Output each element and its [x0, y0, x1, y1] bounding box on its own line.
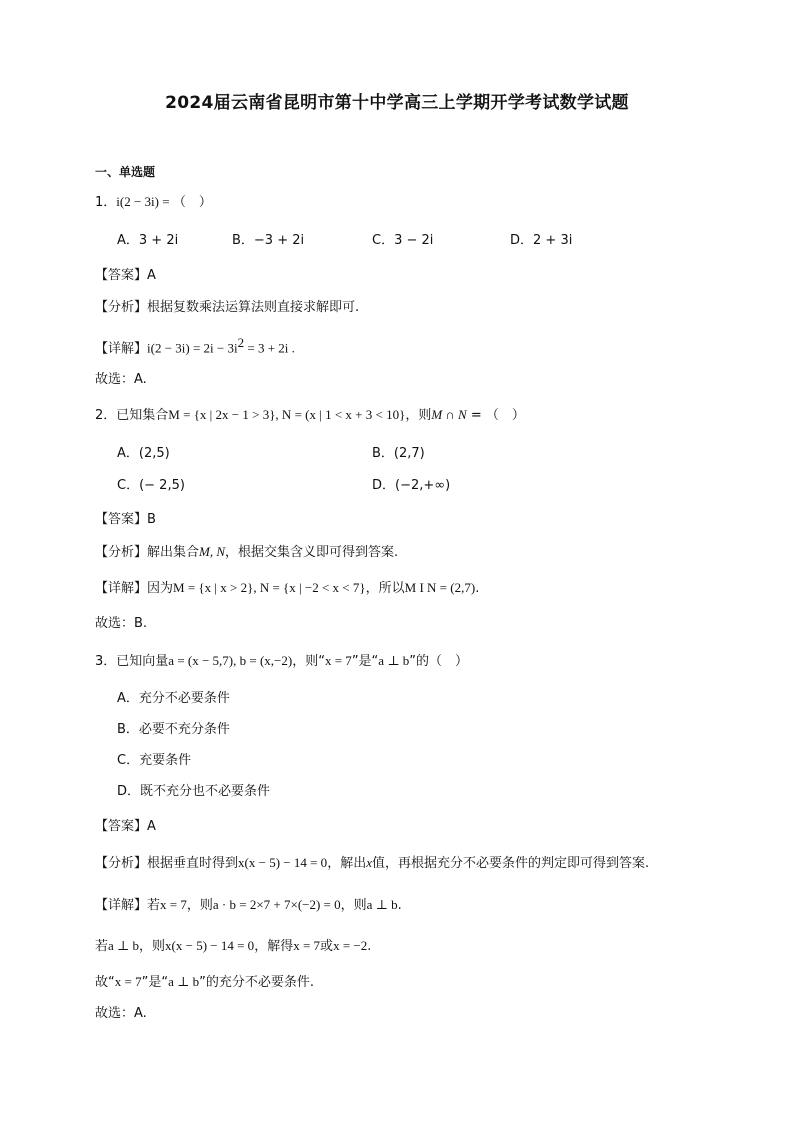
page-title: 2024届云南省昆明市第十中学高三上学期开学考试数学试题	[165, 93, 629, 113]
detail-expr-end: = 3 + 2i .	[244, 340, 295, 356]
question-text: i(2 − 3i) = （ ）	[116, 194, 212, 209]
question-number: 2．	[95, 408, 117, 423]
stem-text: ，则“	[292, 654, 325, 669]
analysis-tag: 【分析】	[95, 300, 148, 315]
q3-detail	[95, 895, 402, 916]
detail-math: x = −2	[333, 938, 368, 953]
section-heading: 一、单选题	[95, 165, 156, 179]
q2-option-a: A．(2,5)	[117, 446, 170, 461]
q3-option-b: B．必要不充分条件	[117, 722, 230, 737]
q3-option-a: A．充分不必要条件	[117, 691, 230, 706]
q3-analysis	[95, 853, 649, 874]
question-3-stem	[95, 651, 468, 672]
detail-math: a ⊥ b	[168, 974, 200, 989]
detail-math: M = {x | x > 2}, N = {x | −2 < x < 7}	[173, 580, 366, 595]
stem-math: a ⊥ b	[378, 653, 410, 668]
answer-value: A	[147, 819, 156, 834]
q1-answer	[95, 266, 156, 286]
q2-option-d: D．(−2,+∞)	[372, 478, 451, 493]
stem-text: = （ ）	[466, 408, 525, 423]
question-2-stem	[95, 405, 525, 426]
stem-text: ”是“	[351, 654, 379, 669]
q1-detail	[95, 333, 295, 359]
analysis-text: ，解出	[327, 856, 367, 871]
detail-tag: 【详解】	[95, 898, 148, 913]
detail-exponent: 2	[237, 335, 245, 350]
answer-tag: 【答案】	[95, 819, 148, 834]
stem-math: x = 7	[324, 653, 352, 668]
q3-option-d: D．既不充分也不必要条件	[117, 784, 271, 799]
stem-text: ”的（ ）	[409, 654, 469, 669]
analysis-text: 值，再根据充分不必要条件的判定即可得到答案.	[371, 856, 650, 871]
q3-option-c: C．充要条件	[117, 753, 192, 768]
detail-math: a ⊥ b	[366, 897, 398, 912]
detail-text: ”的充分不必要条件.	[199, 975, 314, 990]
detail-text: .	[397, 898, 402, 913]
analysis-tag: 【分析】	[95, 545, 148, 560]
detail-math: x = 7	[293, 938, 321, 953]
analysis-text: 解出集合	[147, 545, 200, 560]
detail-text: ，则	[340, 898, 367, 913]
q3-detail-line-3	[95, 972, 314, 993]
detail-text: ”是“	[141, 975, 169, 990]
detail-text: ，则	[139, 939, 166, 954]
q3-detail-line-2	[95, 936, 371, 957]
answer-tag: 【答案】	[95, 512, 148, 527]
detail-expr: i(2 − 3i) = 2i − 3i	[147, 340, 238, 356]
q2-choose: 故选：B.	[95, 616, 148, 631]
detail-text: 因为	[147, 581, 174, 596]
detail-text: ，则	[186, 898, 213, 913]
detail-math: a · b = 2×7 + 7×(−2) = 0	[212, 897, 341, 912]
q1-option-a: A．3 + 2i	[117, 233, 179, 248]
question-number: 3．	[95, 654, 117, 669]
detail-math: a ⊥ b	[108, 938, 140, 953]
detail-text: 或	[320, 939, 334, 954]
stem-text: ，则	[405, 408, 432, 423]
detail-math: x(x − 5) − 14 = 0	[165, 938, 255, 953]
stem-text: 已知向量	[116, 654, 169, 669]
analysis-text: 根据复数乘法运算法则直接求解即可.	[147, 300, 360, 315]
analysis-math: x	[366, 855, 372, 870]
q1-option-b: B．−3 + 2i	[232, 233, 305, 248]
answer-tag: 【答案】	[95, 268, 148, 283]
q3-answer	[95, 817, 156, 837]
detail-math: M I N = (2,7)	[404, 580, 476, 595]
stem-math: a = (x − 5,7), b = (x,−2)	[168, 653, 293, 668]
stem-text: 已知集合	[116, 408, 169, 423]
detail-text: .	[475, 581, 480, 596]
detail-tag: 【详解】	[95, 581, 148, 596]
analysis-tag: 【分析】	[95, 856, 148, 871]
q3-choose: 故选：A.	[95, 1006, 147, 1021]
answer-value: B	[147, 512, 156, 527]
q2-answer	[95, 510, 156, 530]
detail-math: x = 7	[160, 897, 187, 912]
detail-text: ，所以	[365, 581, 405, 596]
analysis-text: 根据垂直时得到	[147, 856, 239, 871]
q1-option-d: D．2 + 3i	[510, 233, 573, 248]
detail-text: 若	[147, 898, 161, 913]
detail-math: x = 7	[114, 974, 142, 989]
detail-tag: 【详解】	[95, 341, 148, 357]
answer-value: A	[147, 268, 156, 283]
detail-text: 故“	[95, 975, 115, 990]
q2-detail	[95, 578, 479, 599]
q1-analysis	[95, 298, 359, 318]
q2-analysis	[95, 542, 398, 563]
analysis-math: M, N	[199, 544, 226, 559]
detail-text: .	[367, 939, 372, 954]
q2-option-c: C．(− 2,5)	[117, 478, 185, 493]
question-1-stem	[95, 192, 212, 213]
question-number: 1．	[95, 195, 117, 210]
stem-math: M = {x | 2x − 1 > 3}, N = (x | 1 < x + 3 < 10}	[168, 407, 406, 422]
detail-text: ，解得	[254, 939, 294, 954]
stem-math: M ∩ N	[431, 407, 467, 422]
analysis-math: x(x − 5) − 14 = 0	[238, 855, 328, 870]
analysis-text: ，根据交集含义即可得到答案.	[225, 545, 399, 560]
q2-option-b: B．(2,7)	[372, 446, 425, 461]
detail-text: 若	[95, 939, 109, 954]
q1-option-c: C．3 − 2i	[372, 233, 434, 248]
q1-choose: 故选：A.	[95, 372, 147, 387]
